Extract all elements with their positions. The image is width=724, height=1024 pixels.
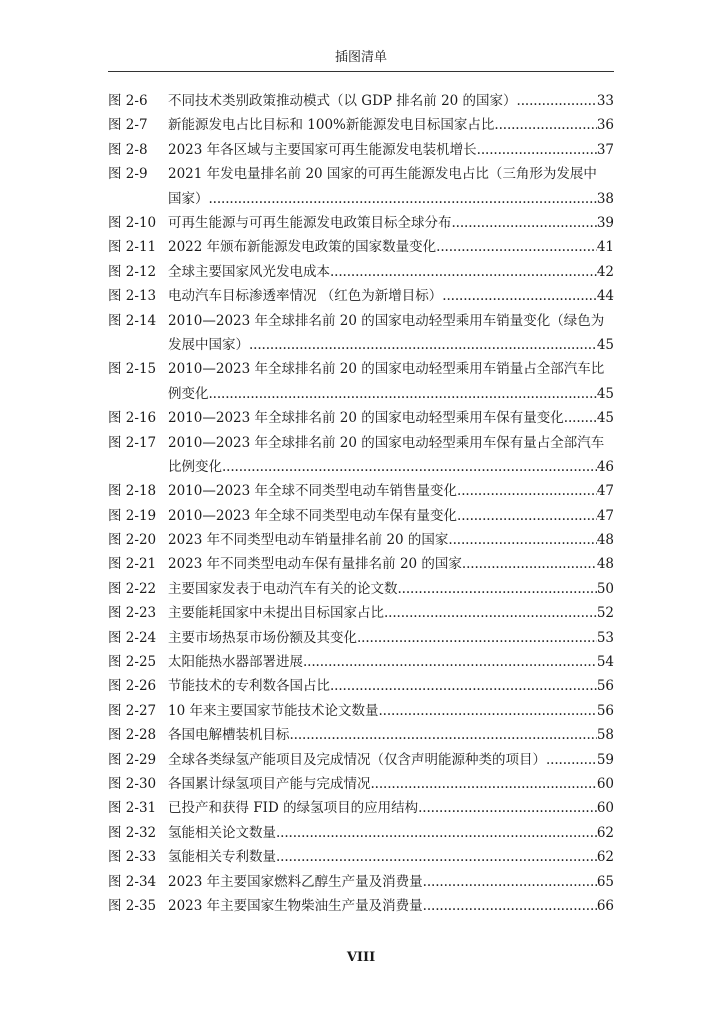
toc-entry[interactable] [108,528,614,552]
dot-leader [457,479,597,503]
entry-line [168,235,614,259]
dot-leader [442,284,597,308]
toc-entry[interactable] [108,821,614,845]
figure-title: 各国电解槽装机目标 [168,727,290,744]
toc-entry[interactable] [108,431,614,480]
toc-entry[interactable] [108,552,614,576]
dot-leader [423,870,597,894]
page-ref: 38 [596,190,614,207]
dot-leader [564,406,597,430]
running-header: 插图清单 [334,50,387,65]
page-ref: 60 [596,800,614,817]
figure-title: 2023 年不同类型电动车销量排名前 20 的国家 [168,532,449,549]
figure-title: 2010—2023 年全球排名前 20 的国家电动轻型乘用车保有量占全部汽车 [168,434,605,451]
page-ref: 58 [596,727,614,744]
page-ref: 56 [596,702,614,719]
toc-entry[interactable] [108,577,614,601]
figure-title: 电动汽车目标渗透率情况 （红色为新增目标） [168,288,443,305]
figure-title: 各国累计绿氢项目产能与完成情况 [168,776,371,792]
dot-leader [222,455,597,479]
entry-line [168,333,614,357]
dot-leader [448,528,596,552]
entry-line [168,723,614,747]
toc-entry[interactable] [108,650,614,674]
dot-leader [378,699,596,723]
figure-title: 比例变化 [168,458,222,475]
page-ref: 41 [596,239,614,256]
figure-title: 国家） [168,190,209,207]
dot-leader [290,723,597,747]
figure-title: 主要国家发表于电动汽车有关的论文数 [168,580,398,597]
figure-number: 图 2-35 [108,897,157,914]
toc-entry[interactable] [108,601,614,625]
figure-number: 图 2-26 [108,678,157,695]
entry-line [168,528,614,552]
figure-title: 10 年来主要国家节能技术论文数量 [168,702,379,719]
page-ref: 39 [596,214,614,231]
figure-number: 图 2-18 [108,483,157,500]
figure-number: 图 2-13 [108,288,157,305]
figure-title: 已投产和获得 FID 的绿氢项目的应用结构 [168,800,419,817]
figure-number: 图 2-28 [108,727,157,744]
dot-leader [276,821,597,845]
page-ref: 37 [596,141,614,158]
page-ref: 45 [596,385,614,402]
figure-number: 图 2-14 [108,312,157,329]
page-ref: 48 [596,556,614,573]
entry-line [168,577,614,601]
page-ref: 46 [596,458,614,475]
entry-line [168,382,614,406]
figure-number: 图 2-17 [108,434,157,451]
page-ref: 60 [596,776,614,792]
page-ref: 59 [596,751,614,768]
figure-title: 2023 年主要国家生物柴油生产量及消费量 [168,897,423,914]
entry-line [168,309,614,333]
dot-leader [371,772,597,796]
page-ref: 45 [596,336,614,353]
figure-number: 图 2-22 [108,580,157,597]
dot-leader [494,113,596,137]
page-ref: 47 [596,483,614,500]
figure-title: 2010—2023 年全球排名前 20 的国家电动轻型乘用车销量变化（绿色为 [168,312,605,329]
entry-line [168,699,614,723]
figure-title: 全球主要国家风光发电成本 [168,263,330,280]
entry-line [168,284,614,308]
page-ref: 48 [596,532,614,549]
page-ref: 65 [596,873,614,890]
figure-number: 图 2-12 [108,263,157,280]
entry-line [168,626,614,650]
toc-entry[interactable] [108,284,614,308]
entry-line [168,89,614,113]
page-ref: 66 [596,897,614,914]
toc-entry[interactable] [108,504,614,528]
figure-title: 全球各类绿氢产能项目及完成情况（仅含声明能源种类的项目） [168,751,546,768]
figure-number: 图 2-31 [108,800,157,817]
entry-line [168,601,614,625]
figure-number: 图 2-23 [108,605,157,622]
entry-line [168,796,614,820]
dot-leader [477,138,597,162]
figure-title: 2021 年发电量排名前 20 国家的可再生能源发电占比（三角形为发展中 [168,166,597,183]
dot-leader [457,504,597,528]
entry-line [168,187,614,211]
page-ref: 42 [596,263,614,280]
figure-number: 图 2-21 [108,556,157,573]
page-ref: 56 [596,678,614,695]
figure-number: 图 2-19 [108,507,157,524]
toc-entry[interactable] [108,479,614,503]
toc-entry[interactable] [108,723,614,747]
page-ref: 47 [596,507,614,524]
entry-line [168,894,614,918]
page-ref: 50 [596,580,614,597]
page-ref: 62 [596,849,614,866]
toc-entry[interactable] [108,870,614,894]
toc-entry[interactable] [108,796,614,820]
page-number: VIII [346,950,376,965]
toc-entry[interactable] [108,845,614,869]
entry-line [168,113,614,137]
dot-leader [384,601,597,625]
figure-number: 图 2-29 [108,751,157,768]
toc-entry[interactable] [108,772,614,796]
toc-entry[interactable] [108,260,614,284]
figure-title: 可再生能源与可再生能源发电政策目标全球分布 [168,214,452,231]
figure-title: 2010—2023 年全球不同类型电动车保有量变化 [168,507,458,524]
entry-line [168,504,614,528]
entry-line [168,845,614,869]
toc-entry[interactable] [108,162,614,211]
entry-line [168,552,614,576]
figure-title: 例变化 [168,385,209,402]
dot-leader [418,796,597,820]
figure-list [108,89,614,918]
figure-title: 发展中国家） [168,336,249,353]
figure-title: 节能技术的专利数各国占比 [168,678,330,695]
figure-title: 2023 年主要国家燃料乙醇生产量及消费量 [168,873,423,890]
figure-number: 图 2-25 [108,654,157,671]
figure-number: 图 2-9 [108,166,148,183]
entry-line [168,357,614,381]
dot-leader [209,187,597,211]
entry-line [168,211,614,235]
dot-leader [330,674,597,698]
page-ref: 62 [596,824,614,841]
figure-number: 图 2-32 [108,824,157,841]
dot-leader [209,382,597,406]
entry-line [168,260,614,284]
figure-number: 图 2-34 [108,873,157,890]
figure-title: 不同技术类别政策推动模式（以 GDP 排名前 20 的国家） [168,93,517,109]
figure-number: 图 2-33 [108,849,157,866]
figure-title: 2010—2023 年全球排名前 20 的国家电动轻型乘用车销量占全部汽车比 [168,361,605,378]
entry-line [168,772,614,796]
page-ref: 53 [596,629,614,646]
toc-entry[interactable] [108,113,614,137]
figure-number: 图 2-30 [108,776,157,792]
figure-title: 主要能耗国家中未提出目标国家占比 [168,605,384,622]
figure-number: 图 2-16 [108,410,157,427]
figure-title: 氢能相关专利数量 [168,849,276,866]
dot-leader [517,89,597,113]
dot-leader [462,552,597,576]
figure-title: 太阳能热水器部署进展 [168,654,303,671]
dot-leader [546,748,597,772]
figure-number: 图 2-15 [108,361,157,378]
figure-number: 图 2-6 [108,93,148,109]
page-ref: 36 [596,117,614,134]
entry-line [168,479,614,503]
dot-leader [330,260,597,284]
figure-title: 主要市场热泵市场份额及其变化 [168,629,357,646]
figure-number: 图 2-27 [108,702,157,719]
figure-number: 图 2-10 [108,214,157,231]
figure-number: 图 2-8 [108,141,148,158]
entry-line [168,455,614,479]
figure-title: 2010—2023 年全球排名前 20 的国家电动轻型乘用车保有量变化 [168,410,564,427]
entry-line [168,431,614,455]
dot-leader [357,626,597,650]
figure-title: 2023 年各区域与主要国家可再生能源发电装机增长 [168,141,477,158]
page-ref: 52 [596,605,614,622]
entry-line [168,821,614,845]
figure-number: 图 2-20 [108,532,157,549]
figure-title: 新能源发电占比目标和 100%新能源发电目标国家占比 [168,117,495,134]
dot-leader [398,577,597,601]
toc-entry[interactable] [108,138,614,162]
entry-line [168,162,614,186]
dot-leader [436,235,597,259]
toc-entry[interactable] [108,235,614,259]
figure-title: 2010—2023 年全球不同类型电动车销售量变化 [168,483,458,500]
toc-entry[interactable] [108,211,614,235]
toc-entry[interactable] [108,699,614,723]
page-ref: 33 [596,93,614,109]
entry-line [168,138,614,162]
figure-title: 2022 年颁布新能源发电政策的国家数量变化 [168,239,437,256]
figure-number: 图 2-24 [108,629,157,646]
page-ref: 44 [596,288,614,305]
toc-entry[interactable] [108,406,614,430]
page-ref: 54 [596,654,614,671]
toc-entry[interactable] [108,626,614,650]
toc-entry[interactable] [108,309,614,358]
toc-entry[interactable] [108,89,614,113]
dot-leader [303,650,597,674]
dot-leader [249,333,597,357]
figure-title: 氢能相关论文数量 [168,824,276,841]
figure-number: 图 2-11 [108,239,157,256]
dot-leader [452,211,597,235]
figure-number: 图 2-7 [108,117,148,134]
entry-line [168,870,614,894]
toc-entry[interactable] [108,894,614,918]
page-ref: 45 [596,410,614,427]
dot-leader [276,845,597,869]
entry-line [168,748,614,772]
figure-title: 2023 年不同类型电动车保有量排名前 20 的国家 [168,556,462,573]
entry-line [168,650,614,674]
toc-entry[interactable] [108,748,614,772]
toc-entry[interactable] [108,357,614,406]
entry-line [168,406,614,430]
entry-line [168,674,614,698]
header-rule [108,71,614,72]
dot-leader [423,894,597,918]
toc-entry[interactable] [108,674,614,698]
